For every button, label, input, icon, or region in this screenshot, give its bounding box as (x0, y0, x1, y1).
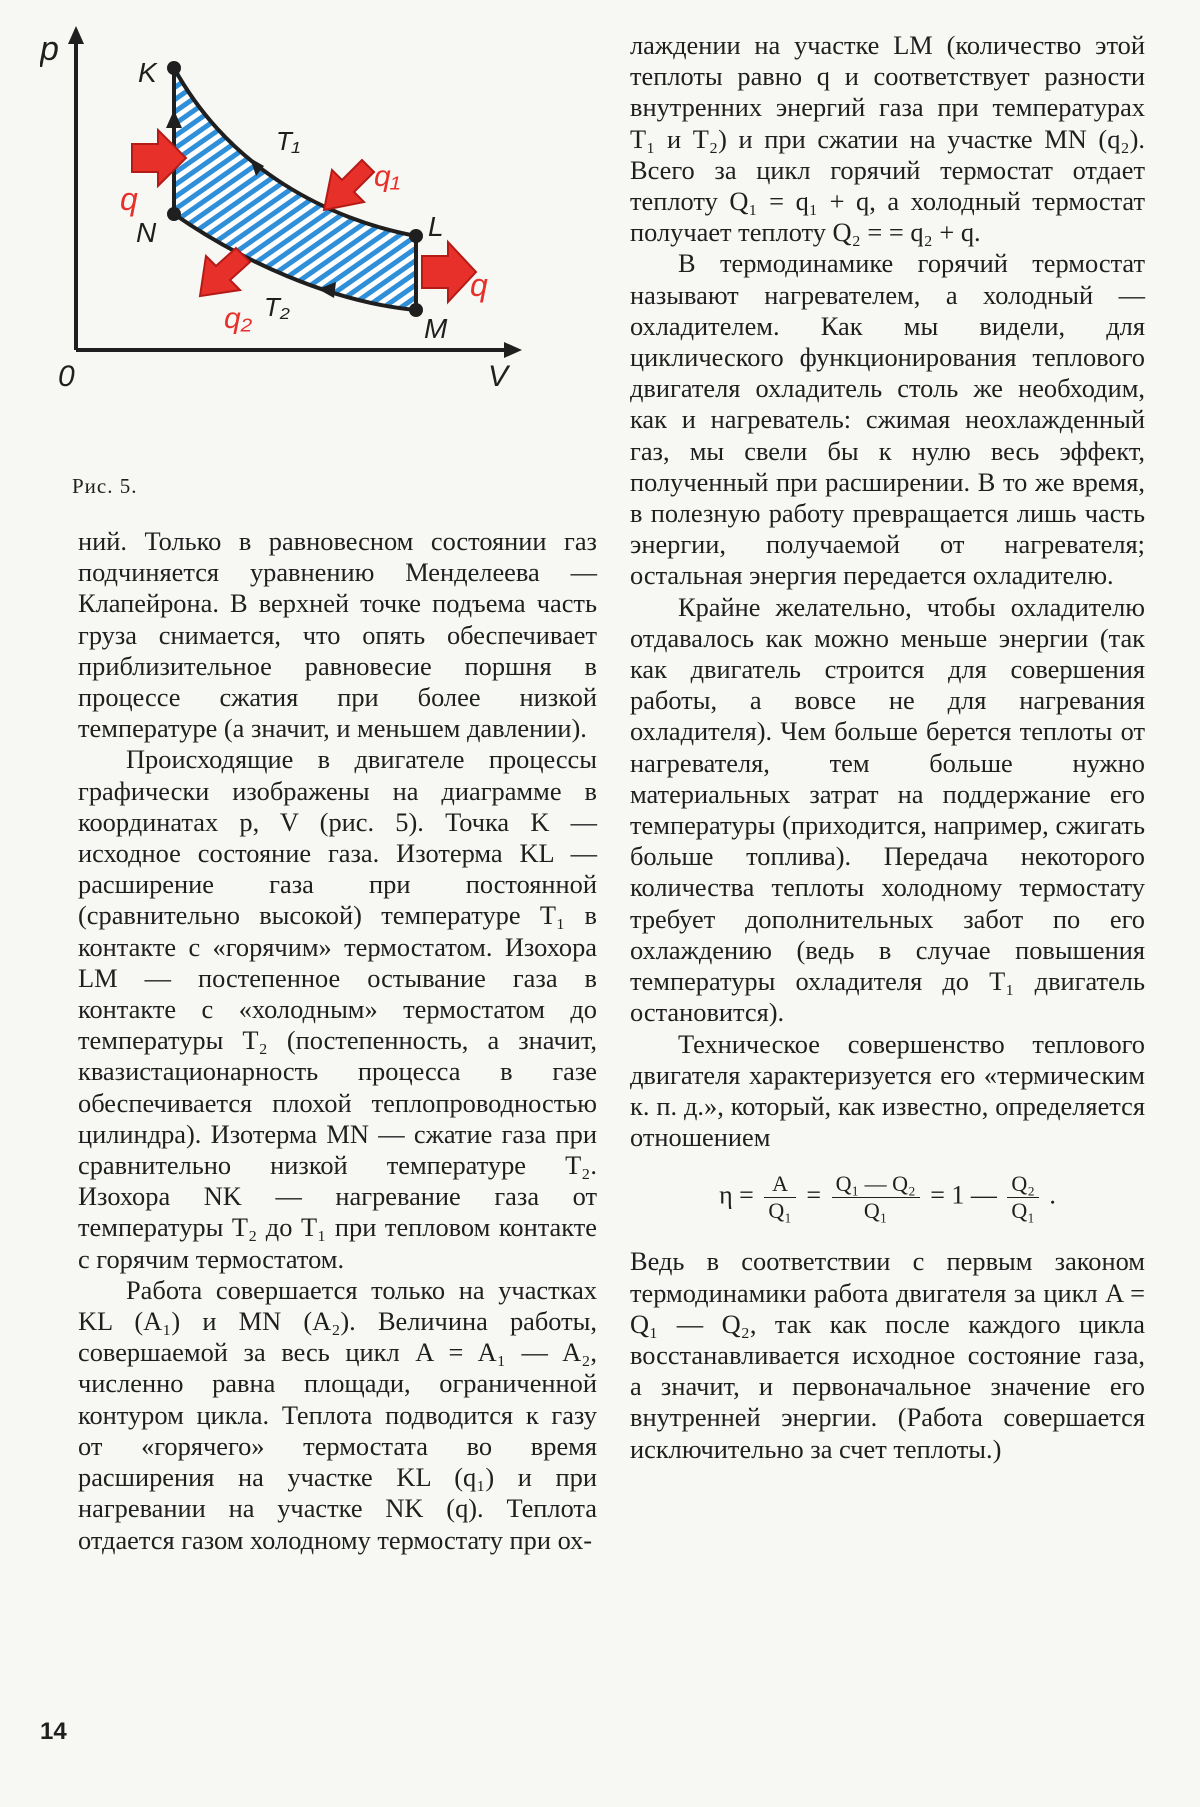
formula-fraction-1 (764, 1171, 796, 1224)
formula-equals-2: = 1 — (930, 1180, 997, 1210)
formula-f3-numerator: Q₂ (1007, 1171, 1039, 1198)
point-m-label: M (424, 313, 448, 344)
formula-end: . (1049, 1180, 1056, 1210)
axis-v-label: V (488, 360, 509, 393)
heat-q2-label: q₂ (224, 302, 253, 335)
point-l-label: L (428, 211, 444, 242)
p-axis-arrow-icon (68, 26, 84, 44)
right-column (630, 30, 1145, 1465)
left-column (78, 526, 597, 1556)
right-paragraph-3: Крайне желательно, чтобы охладителю отдавалось как можно меньше энергии (так как двигатель строится для совершения работы, а вовсе не для нагревания охладителя). Чем больше берется теплоты от нагревателя, тем больше нужно материальных затрат на поддержание его температуры (приходится, например, сжигать больше топлива). Передача некоторого количества теплоты холодному термостату требует дополнительных забот по его охлаждению (ведь в случае повышения температуры охладителя до T₁ двигатель остановится). (630, 591, 1145, 1028)
right-paragraph-1: лаждении на участке LM (количество этой теплоты равно q и соответствует разности внутренних энергий газа при температурах T₁ и T₂) и при сжатии на участке MN (q₂). Всего за цикл горячий термостат отдает теплоту Q₁ = q₁ + q, а холодный термостат получает теплоту Q₂ = = q₂ + q. (630, 30, 1145, 248)
heat-q-out-label: q (470, 267, 488, 303)
point-k-label: K (138, 57, 157, 88)
origin-label: 0 (58, 360, 75, 393)
point-k-dot (167, 61, 181, 75)
left-paragraph-1: ний. Только в равновесном состоянии газ подчиняется уравнению Менделеева — Клапейрона. В верхней точке подъема часть груза снимается, что опять обеспечивает приблизительное равновесие поршня в процессе сжатия при более низкой температуре (а значит, и меньшем давлении). (78, 526, 597, 744)
isotherm-t2-label: T₂ (264, 292, 290, 322)
page-number: 14 (40, 1718, 67, 1745)
heat-arrow-q1-icon (324, 160, 374, 210)
formula-f1-denominator: Q₁ (768, 1198, 792, 1224)
left-paragraph-2: Происходящие в двигателе процессы графически изображены на диаграмме в координатах p, V (рис. 5). Точка K — исходное состояние газа. Изотерма KL — расширение газа при постоянной (сравнительно высокой) температуре T₁ в контакте с «горячим» термостатом. Изохора LM — постепенное остывание газа в контакте с «холодным» термостатом до температуры T₂ (постепенность, а значит, квазистационарность процесса в газе обеспечивается плохой теплопроводностью цилиндра). Изотерма MN — сжатие газа при сравнительно низкой температуре T₂. Изохора NK — нагревание газа от температуры T₂ до T₁ при тепловом контакте с горячим термостатом. (78, 744, 597, 1274)
formula-f3-denominator: Q₁ (1011, 1198, 1035, 1224)
formula-f2-denominator: Q₁ (863, 1198, 888, 1224)
right-paragraph-2: В термодинамике горячий термостат называют нагревателем, а холодный — охладителем. Как мы видели, для циклического функционирования теплового двигателя охладитель столь же необходим, как и нагреватель: сжимая неохлажденный газ, мы свели бы к нулю весь эффект, полученный при расширении. В то же время, в полезную работу превращается лишь часть энергии, получаемой от нагревателя; остальная энергия передается охладителю. (630, 248, 1145, 591)
v-axis-arrow-icon (504, 342, 522, 358)
heat-q-in-label: q (120, 181, 138, 217)
formula-fraction-2 (832, 1171, 920, 1224)
heat-arrow-q-out-icon (422, 242, 476, 302)
right-paragraph-4: Техническое совершенство теплового двигателя характеризуется его «термическим к. п. д.», который, как известно, определяется отношением (630, 1028, 1145, 1153)
point-n-label: N (136, 217, 157, 248)
efficiency-formula (630, 1171, 1145, 1224)
formula-eta: η = (719, 1180, 754, 1210)
formula-f2-numerator: Q₁ — Q₂ (832, 1171, 920, 1198)
formula-f1-numerator: A (764, 1171, 796, 1198)
right-paragraph-5: Ведь в соответствии с первым законом термодинамики работа двигателя за цикл A = Q₁ — Q₂, так как после каждого цикла восстанавливается исходное состояние газа, а значит, и первоначальное значение его внутренней энергии. (Работа совершается исключительно за счет теплоты.) (630, 1246, 1145, 1464)
heat-q1-label: q₁ (374, 160, 401, 193)
point-m-dot (409, 303, 423, 317)
left-paragraph-3: Работа совершается только на участках KL (A₁) и MN (A₂). Величина работы, совершаемой за весь цикл A = A₁ — A₂, численно равна площади, ограниченной контуром цикла. Теплота подводится к газу от «горячего» термостата во время расширения на участке KL (q₁) и при нагревании на участке NK (q). Теплота отдается газом холодному термостату при ох- (78, 1274, 597, 1555)
isotherm-t1-label: T₁ (276, 126, 301, 156)
point-n-dot (167, 207, 181, 221)
point-l-dot (409, 229, 423, 243)
figure-caption: Рис. 5. (72, 474, 138, 498)
heat-arrow-q2-icon (200, 248, 250, 296)
formula-fraction-3 (1007, 1171, 1039, 1224)
formula-equals-1: = (806, 1180, 822, 1210)
pv-diagram (40, 20, 620, 440)
axis-p-label: p (40, 30, 59, 68)
pv-diagram-figure (40, 20, 620, 440)
